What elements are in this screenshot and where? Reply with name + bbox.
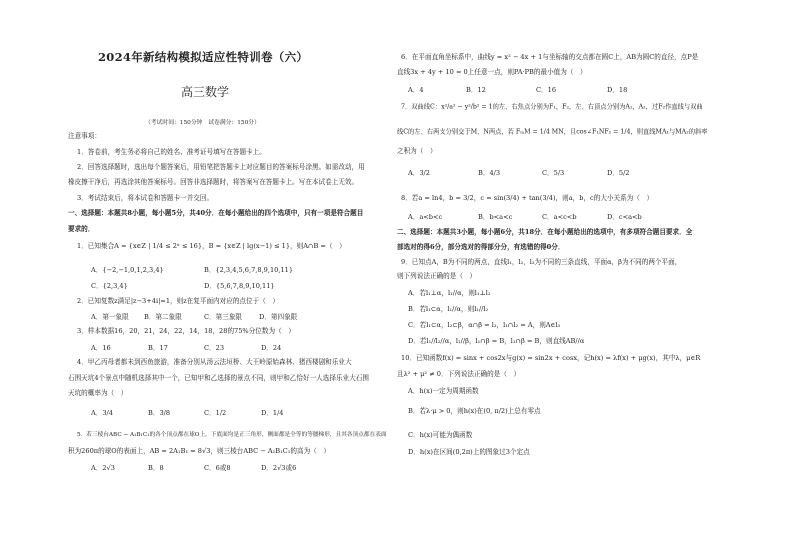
- q2-option-d: D．第四象限: [259, 313, 298, 321]
- q4-option-a: A．3/4: [91, 409, 113, 417]
- q10-option-b: B．若λ·μ > 0，则h(x)在(0, π/2)上总有零点: [408, 407, 541, 415]
- q1-option-b: B．{2,3,4,5,6,7,8,9,10,11}: [204, 266, 294, 274]
- q9-option-c: C．若l₁⊂α，l₂⊂β，α∩β = l₃，l₁∩l₂ = A，则A∈l₃: [408, 321, 561, 329]
- section-2-heading-cont: 部选对的得6分，部分选对的得部分分，有选错的得0分．: [397, 243, 565, 251]
- notice-item: 3．考试结束后，将本试卷和答题卡一并交回。: [77, 194, 214, 202]
- q1-option-d: D．{5,6,7,8,9,10,11}: [204, 282, 275, 290]
- q7-option-b: B．4/3: [478, 169, 501, 177]
- q7-option-d: D．5/2: [607, 169, 630, 177]
- question-10-line: 且λ² + μ² ≠ 0．下列说法正确的是（ ）: [397, 370, 521, 378]
- question-9-line: 9．已知点A，B为不同的两点，直线l₁，l₂，l₃为不同的三条直线，平面α，β为不同的两个平面，: [401, 258, 682, 266]
- q2-option-a: A．第一象限: [91, 313, 129, 321]
- question-4-line: 4．甲乙丙母者都未到西鱼旅游，准备分别从汤云法垣桥、大王岭原始森林、猪西楼剧和乐业大: [77, 358, 352, 366]
- notice-item: 2．回答选择题时，选出每个题答案后，用铅笔把答题卡上对应题目的答案标号涂黑。如需改动，用: [77, 163, 365, 171]
- question-5-line: 5．若三棱台ABC − A₁B₁C₁的各个顶点都在球O上，下底面均是正三角形，侧面都是全等的等腰梯形，且其各顶点都在表面: [77, 430, 387, 438]
- section-2-heading: 二、选择题：本题共3小题，每小题6分，共18分．在每小题给出的选项中，有多项符合题目要求．全: [397, 228, 693, 236]
- q6-option-c: C．16: [536, 86, 557, 94]
- q5-option-d: D．2√3或6: [261, 464, 297, 472]
- question-7-line: 线C的左、右两支分别交于M，N两点，若 FₘM = 1/4 MN，且cos∠F₁NF₂ = 1/4，则直线MA₁与MA₂的斜率: [397, 127, 708, 136]
- question-6-line: 直线3x + 4y + 10 = 0上任意一点，则PA·PB的最小值为（ ）: [397, 68, 587, 76]
- section-1-heading-cont: 要求的．: [68, 225, 95, 233]
- document-subtitle: 高三数学: [181, 85, 230, 99]
- question-5-line: 积为260π的球O的表面上，AB = 2A₁B₁ = 8√3，则三棱台ABC − A₁B₁C₁的高为（ ）: [68, 447, 330, 455]
- section-1-heading: 一、选择题：本题共8小题，每小题5分，共40分．在每小题给出的四个选项中，只有一项是符合题目: [68, 209, 364, 217]
- question-10-line: 10．已知函数f(x) = sinx + cos2x与g(x) = sin2x + cosx，记h(x) = λf(x) + μg(x)，其中λ，μ∈R: [401, 354, 701, 362]
- q8-option-a: A．a<b<c: [408, 213, 443, 221]
- q9-option-a: A．若l₁⊥α，l₁//α，则l₁⊥l₂: [408, 289, 491, 297]
- q6-option-b: B．12: [466, 86, 486, 94]
- q5-option-a: A．2√3: [91, 464, 115, 472]
- q3-option-a: A．16: [91, 344, 111, 352]
- q6-option-d: D．18: [607, 86, 628, 94]
- q1-option-c: C．{2,3,4}: [91, 282, 128, 290]
- notice-item: 橡皮擦干净后，再选涂其他答案标号。回答非选择题时，将答案写在答题卡上。写在本试卷上无效。: [68, 178, 359, 186]
- q5-option-b: B．8: [148, 464, 164, 472]
- document-title: 2024年新结构模拟适应性特训卷（六）: [98, 50, 309, 64]
- q4-option-d: D．1/4: [261, 409, 284, 417]
- q1-option-a: A．{−2,−1,0,1,2,3,4}: [91, 266, 164, 274]
- question-4-line: 天坑的概率为（ ）: [68, 389, 128, 397]
- q5-option-c: C．6或8: [204, 464, 231, 472]
- q9-option-d: D．若l₁//l₂//α，l₁//β，l₁∩β = B，l₁∩β = B，则直线AB//α: [408, 337, 585, 345]
- question-8-stem: 8．若a = ln4，b = 3/2，c = sin(3/4) + tan(3/4)，则a，b，c的大小关系为（ ）: [401, 194, 654, 202]
- question-1-stem: 1．已知集合A = {x∈Z | 1/4 ≤ 2ˣ ≤ 16}，B = {x∈Z | lg(x−1) ≤ 1}，则A∩B =（ ）: [77, 242, 346, 250]
- question-7-line: 7．双曲线C：x²/a² − y²/b² = 1的左、右焦点分别为F₁，F₂，左、右顶点分别为A₁，A₂，过F₂作直线与双曲: [401, 102, 703, 111]
- question-2-stem: 2．已知复数z满足|z−3+4i|=1，则z在复平面内对应的点位于（ ）: [77, 297, 279, 305]
- question-9-line: 则下列说法正确的是（ ）: [397, 272, 477, 280]
- notice-heading: 注意事项：: [68, 132, 101, 140]
- q6-option-a: A．4: [408, 86, 424, 94]
- q2-option-b: B．第二象限: [144, 313, 182, 321]
- question-7-line: 之积为（ ）: [397, 147, 437, 155]
- q3-option-d: D．24: [261, 344, 282, 352]
- question-3-stem: 3．样本数据16，20，21，24，22，14，18，28的75%分位数为（ ）: [77, 327, 295, 335]
- q9-option-b: B．若l₁⊂α，l₁//α，则l₁//l₂: [408, 305, 489, 313]
- question-6-line: 6．在平面直角坐标系中，曲线y = x² − 4x + 1与坐标轴的交点都在圆C上，AB为圆C的直径，点P是: [401, 53, 699, 61]
- q4-option-c: C．1/2: [204, 409, 227, 417]
- q2-option-c: C．第三象限: [204, 313, 243, 321]
- q7-option-a: A．3/2: [408, 169, 430, 177]
- q10-option-a: A．h(x)一定为周期函数: [408, 387, 479, 395]
- q8-option-c: C．a<c<b: [542, 213, 577, 221]
- q4-option-b: B．3/8: [148, 409, 171, 417]
- question-4-line: 石围天坑4个景点中随机选择其中一个，已知甲和乙选择的景点不同，则甲和乙恰好一人选择乐业大石围: [68, 374, 369, 382]
- q10-option-c: C．h(x)可能为偶函数: [408, 431, 473, 439]
- q3-option-c: C．23: [204, 344, 225, 352]
- q8-option-d: D．c<a<b: [607, 213, 642, 221]
- q8-option-b: B．b<a<c: [478, 213, 513, 221]
- notice-item: 1．答卷前，考生务必将自己的姓名、准考证号填写在答题卡上。: [77, 148, 266, 156]
- q3-option-b: B．17: [148, 344, 168, 352]
- q7-option-c: C．5/3: [542, 169, 565, 177]
- exam-info: （考试时间：150分钟 试卷满分：150分）: [145, 120, 260, 126]
- q10-option-d: D．h(x)在区间(0,2π)上的图象过3个定点: [408, 448, 530, 456]
